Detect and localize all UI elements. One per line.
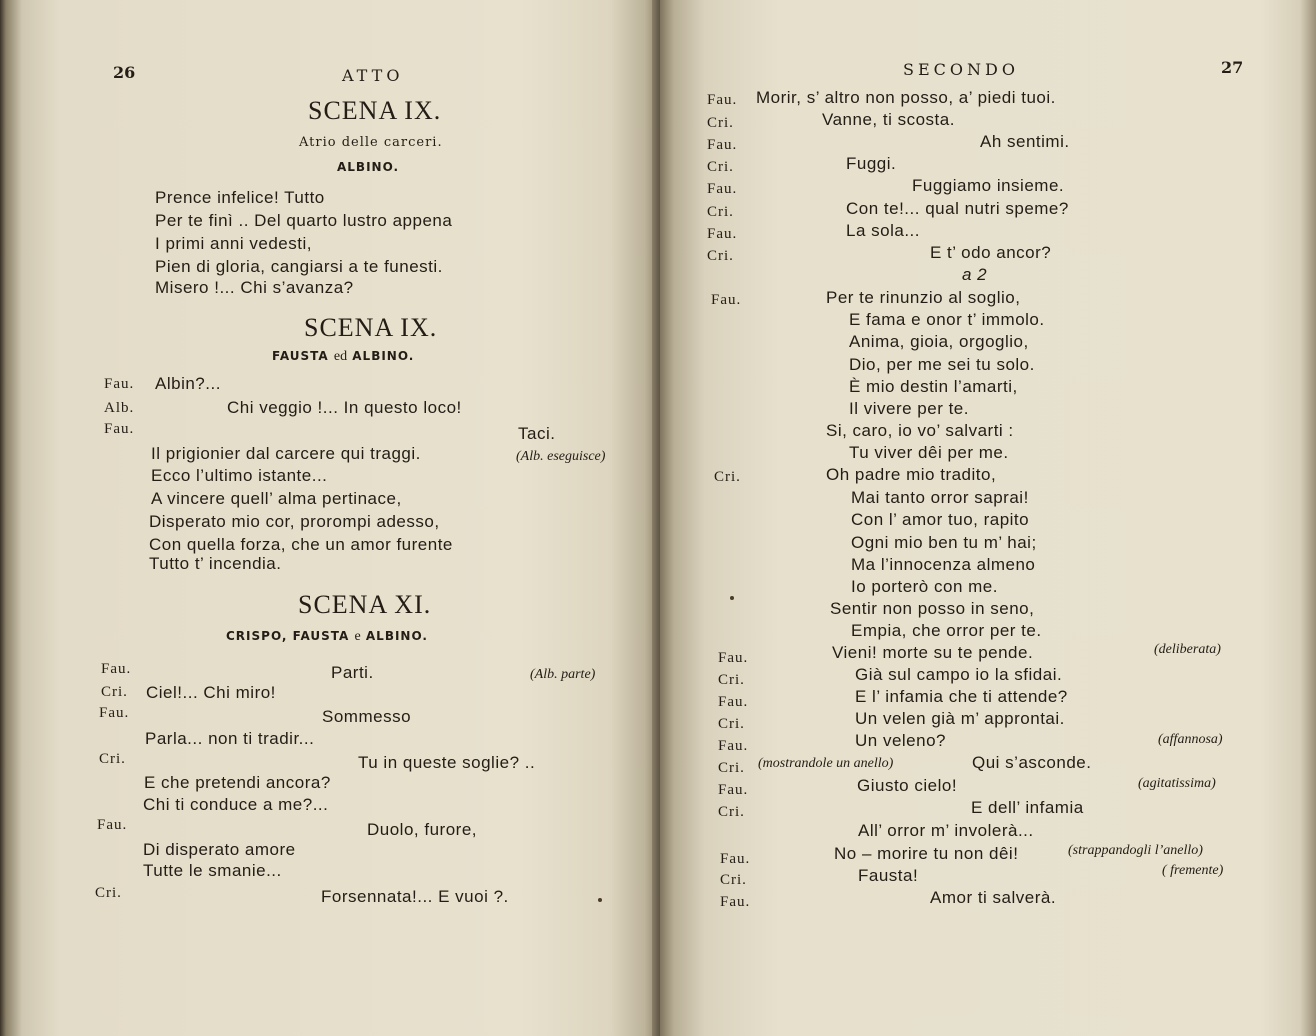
speaker-label: Fau. <box>707 92 738 108</box>
verse-line: Empia, che orror per te. <box>851 621 1042 640</box>
speaker-label: Cri. <box>707 248 734 264</box>
verse-line: Misero !... Chi s’avanza? <box>155 278 354 297</box>
speaker-label: Cri. <box>707 115 734 131</box>
scene-title: SCENA XI. <box>298 590 432 619</box>
verse-line: Amor ti salverà. <box>930 888 1057 907</box>
stage-direction: (strappandogli l’anello) <box>1068 843 1203 858</box>
verse-line: Fuggi. <box>846 154 897 173</box>
verse-line: Mai tanto orror saprai! <box>851 488 1029 507</box>
speaker-label: Alb. <box>104 400 135 416</box>
verse-line: Duolo, furore, <box>367 820 477 839</box>
speaker-label: Cri. <box>707 159 734 175</box>
verse-line: Vieni! morte su te pende. <box>832 643 1034 662</box>
verse-line: Qui s’asconde. <box>972 753 1092 772</box>
verse-line: Sentir non posso in seno, <box>830 599 1035 618</box>
verse-line: Fausta! <box>858 866 919 885</box>
speaker-label: Cri. <box>714 469 741 485</box>
speaker-label: Cri. <box>718 804 745 820</box>
verse-line: Albin?... <box>155 374 221 393</box>
verse-line: Ogni mio ben tu m’ hai; <box>851 533 1037 552</box>
verse-line: Ah sentimi. <box>980 132 1070 151</box>
verse-line: A vincere quell’ alma pertinace, <box>151 489 402 508</box>
verse-line: Per te finì .. Del quarto lustro appena <box>155 211 453 230</box>
speaker-label: Cri. <box>101 684 128 700</box>
speaker-label: Fau. <box>720 894 751 910</box>
verse-line: Pien di gloria, cangiarsi a te funesti. <box>155 257 443 276</box>
verse-line: E t’ odo ancor? <box>930 243 1052 262</box>
speaker-label: Cri. <box>720 872 747 888</box>
verse-line: Si, caro, io vo’ salvarti : <box>826 421 1014 440</box>
page-number: 27 <box>1221 58 1244 77</box>
speaker-label: Fau. <box>718 650 749 666</box>
verse-line: E dell’ infamia <box>971 798 1084 817</box>
verse-line: E l’ infamia che ti attende? <box>855 687 1068 706</box>
speaker-label: Fau. <box>707 226 738 242</box>
verse-line: Tu viver dêi per me. <box>849 443 1009 462</box>
speaker-label: Cri. <box>707 204 734 220</box>
speaker-label: Fau. <box>104 421 135 437</box>
verse-line: Un velen già m’ approntai. <box>855 709 1065 728</box>
verse-line: Prence infelice! Tutto <box>155 188 325 207</box>
running-head: SECONDO <box>903 60 1019 79</box>
verse-line: Chi veggio !... In questo loco! <box>227 398 462 417</box>
verse-line: Vanne, ti scosta. <box>822 110 955 129</box>
verse-line: Con l’ amor tuo, rapito <box>851 510 1030 529</box>
verse-line: Ecco l’ultimo istante... <box>151 466 328 485</box>
character-name: FAUSTA <box>272 349 329 363</box>
verse-line: Con te!... qual nutri speme? <box>846 199 1069 218</box>
character-join: e <box>354 629 361 644</box>
verse-line: Disperato mio cor, prorompi adesso, <box>149 512 440 531</box>
stage-direction: (Alb. parte) <box>530 667 596 682</box>
verse-line: I primi anni vedesti, <box>155 234 312 253</box>
speaker-label: Fau. <box>718 694 749 710</box>
stain-spot <box>730 596 734 600</box>
speaker-label: Cri. <box>718 672 745 688</box>
verse-line: E fama e onor t’ immolo. <box>849 310 1045 329</box>
verse-line: Oh padre mio tradito, <box>826 465 997 484</box>
verse-line: Chi ti conduce a me?... <box>143 795 329 814</box>
scene-title: SCENA IX. <box>304 313 438 342</box>
scene-characters <box>272 349 414 365</box>
verse-line: Ma l’innocenza almeno <box>851 555 1036 574</box>
character-name: ALBINO. <box>365 629 428 643</box>
running-head: ATTO <box>342 66 404 85</box>
speaker-label: Fau. <box>718 738 749 754</box>
speaker-label: Fau. <box>711 292 742 308</box>
stage-direction: ( fremente) <box>1162 863 1224 878</box>
verse-line: Anima, gioia, orgoglio, <box>849 332 1029 351</box>
speaker-label: Fau. <box>101 661 132 677</box>
scene-characters <box>226 629 428 645</box>
verse-line: No – morire tu non dêi! <box>834 844 1019 863</box>
speaker-label: Fau. <box>707 137 738 153</box>
speaker-label: Fau. <box>97 817 128 833</box>
verse-line: Già sul campo io la sfidai. <box>855 665 1063 684</box>
speaker-label: Cri. <box>718 760 745 776</box>
verse-line: E che pretendi ancora? <box>144 773 331 792</box>
speaker-label: Fau. <box>104 376 135 392</box>
right-page <box>660 0 1316 1036</box>
verse-line: Tutto t’ incendia. <box>149 554 282 573</box>
stage-direction: (deliberata) <box>1154 642 1221 657</box>
scene-characters: ALBINO. <box>337 160 400 174</box>
verse-line: Ciel!... Chi miro! <box>146 683 276 702</box>
speaker-label: Cri. <box>99 751 126 767</box>
character-name: CRISPO, FAUSTA <box>226 629 350 643</box>
scene-title: SCENA IX. <box>308 96 442 125</box>
verse-line: Parla... non ti tradir... <box>145 729 315 748</box>
verse-line: Forsennata!... E vuoi ?. <box>321 887 509 906</box>
verse-line: Giusto cielo! <box>857 776 958 795</box>
verse-line: Con quella forza, che un amor furente <box>149 535 453 554</box>
stage-direction: (agitatissima) <box>1138 776 1216 791</box>
verse-line: Io porterò con me. <box>851 577 998 596</box>
speaker-label: Fau. <box>718 782 749 798</box>
stage-direction: (mostrandole un anello) <box>758 756 894 771</box>
verse-line: Taci. <box>518 424 556 443</box>
speaker-label: Fau. <box>707 181 738 197</box>
stage-direction: (Alb. eseguisce) <box>516 449 606 464</box>
duet-marker: a 2 <box>962 265 988 284</box>
verse-line: All’ orror m’ involerà... <box>858 821 1034 840</box>
verse-line: Il vivere per te. <box>849 399 969 418</box>
verse-line: Morir, s’ altro non posso, a’ piedi tuoi. <box>756 88 1056 107</box>
verse-line: Parti. <box>331 663 374 682</box>
verse-line: Dio, per me sei tu solo. <box>849 355 1035 374</box>
character-join: ed <box>333 349 348 364</box>
scene-place: Atrio delle carceri. <box>299 135 443 150</box>
stage-direction: (affannosa) <box>1158 732 1223 747</box>
verse-line: Fuggiamo insieme. <box>912 176 1065 195</box>
verse-line: Per te rinunzio al soglio, <box>826 288 1021 307</box>
speaker-label: Fau. <box>99 705 130 721</box>
verse-line: È mio destin l’amarti, <box>849 377 1018 396</box>
character-name: ALBINO. <box>352 349 415 363</box>
verse-line: Un veleno? <box>855 731 947 750</box>
verse-line: Tutte le smanie... <box>143 861 282 880</box>
verse-line: Il prigionier dal carcere qui traggi. <box>151 444 421 463</box>
verse-line: Di disperato amore <box>143 840 296 859</box>
speaker-label: Fau. <box>720 851 751 867</box>
page-number: 26 <box>113 63 136 82</box>
stain-spot <box>598 898 602 902</box>
speaker-label: Cri. <box>95 885 122 901</box>
speaker-label: Cri. <box>718 716 745 732</box>
verse-line: La sola... <box>846 221 920 240</box>
verse-line: Sommesso <box>322 707 412 726</box>
verse-line: Tu in queste soglie? .. <box>358 753 536 772</box>
